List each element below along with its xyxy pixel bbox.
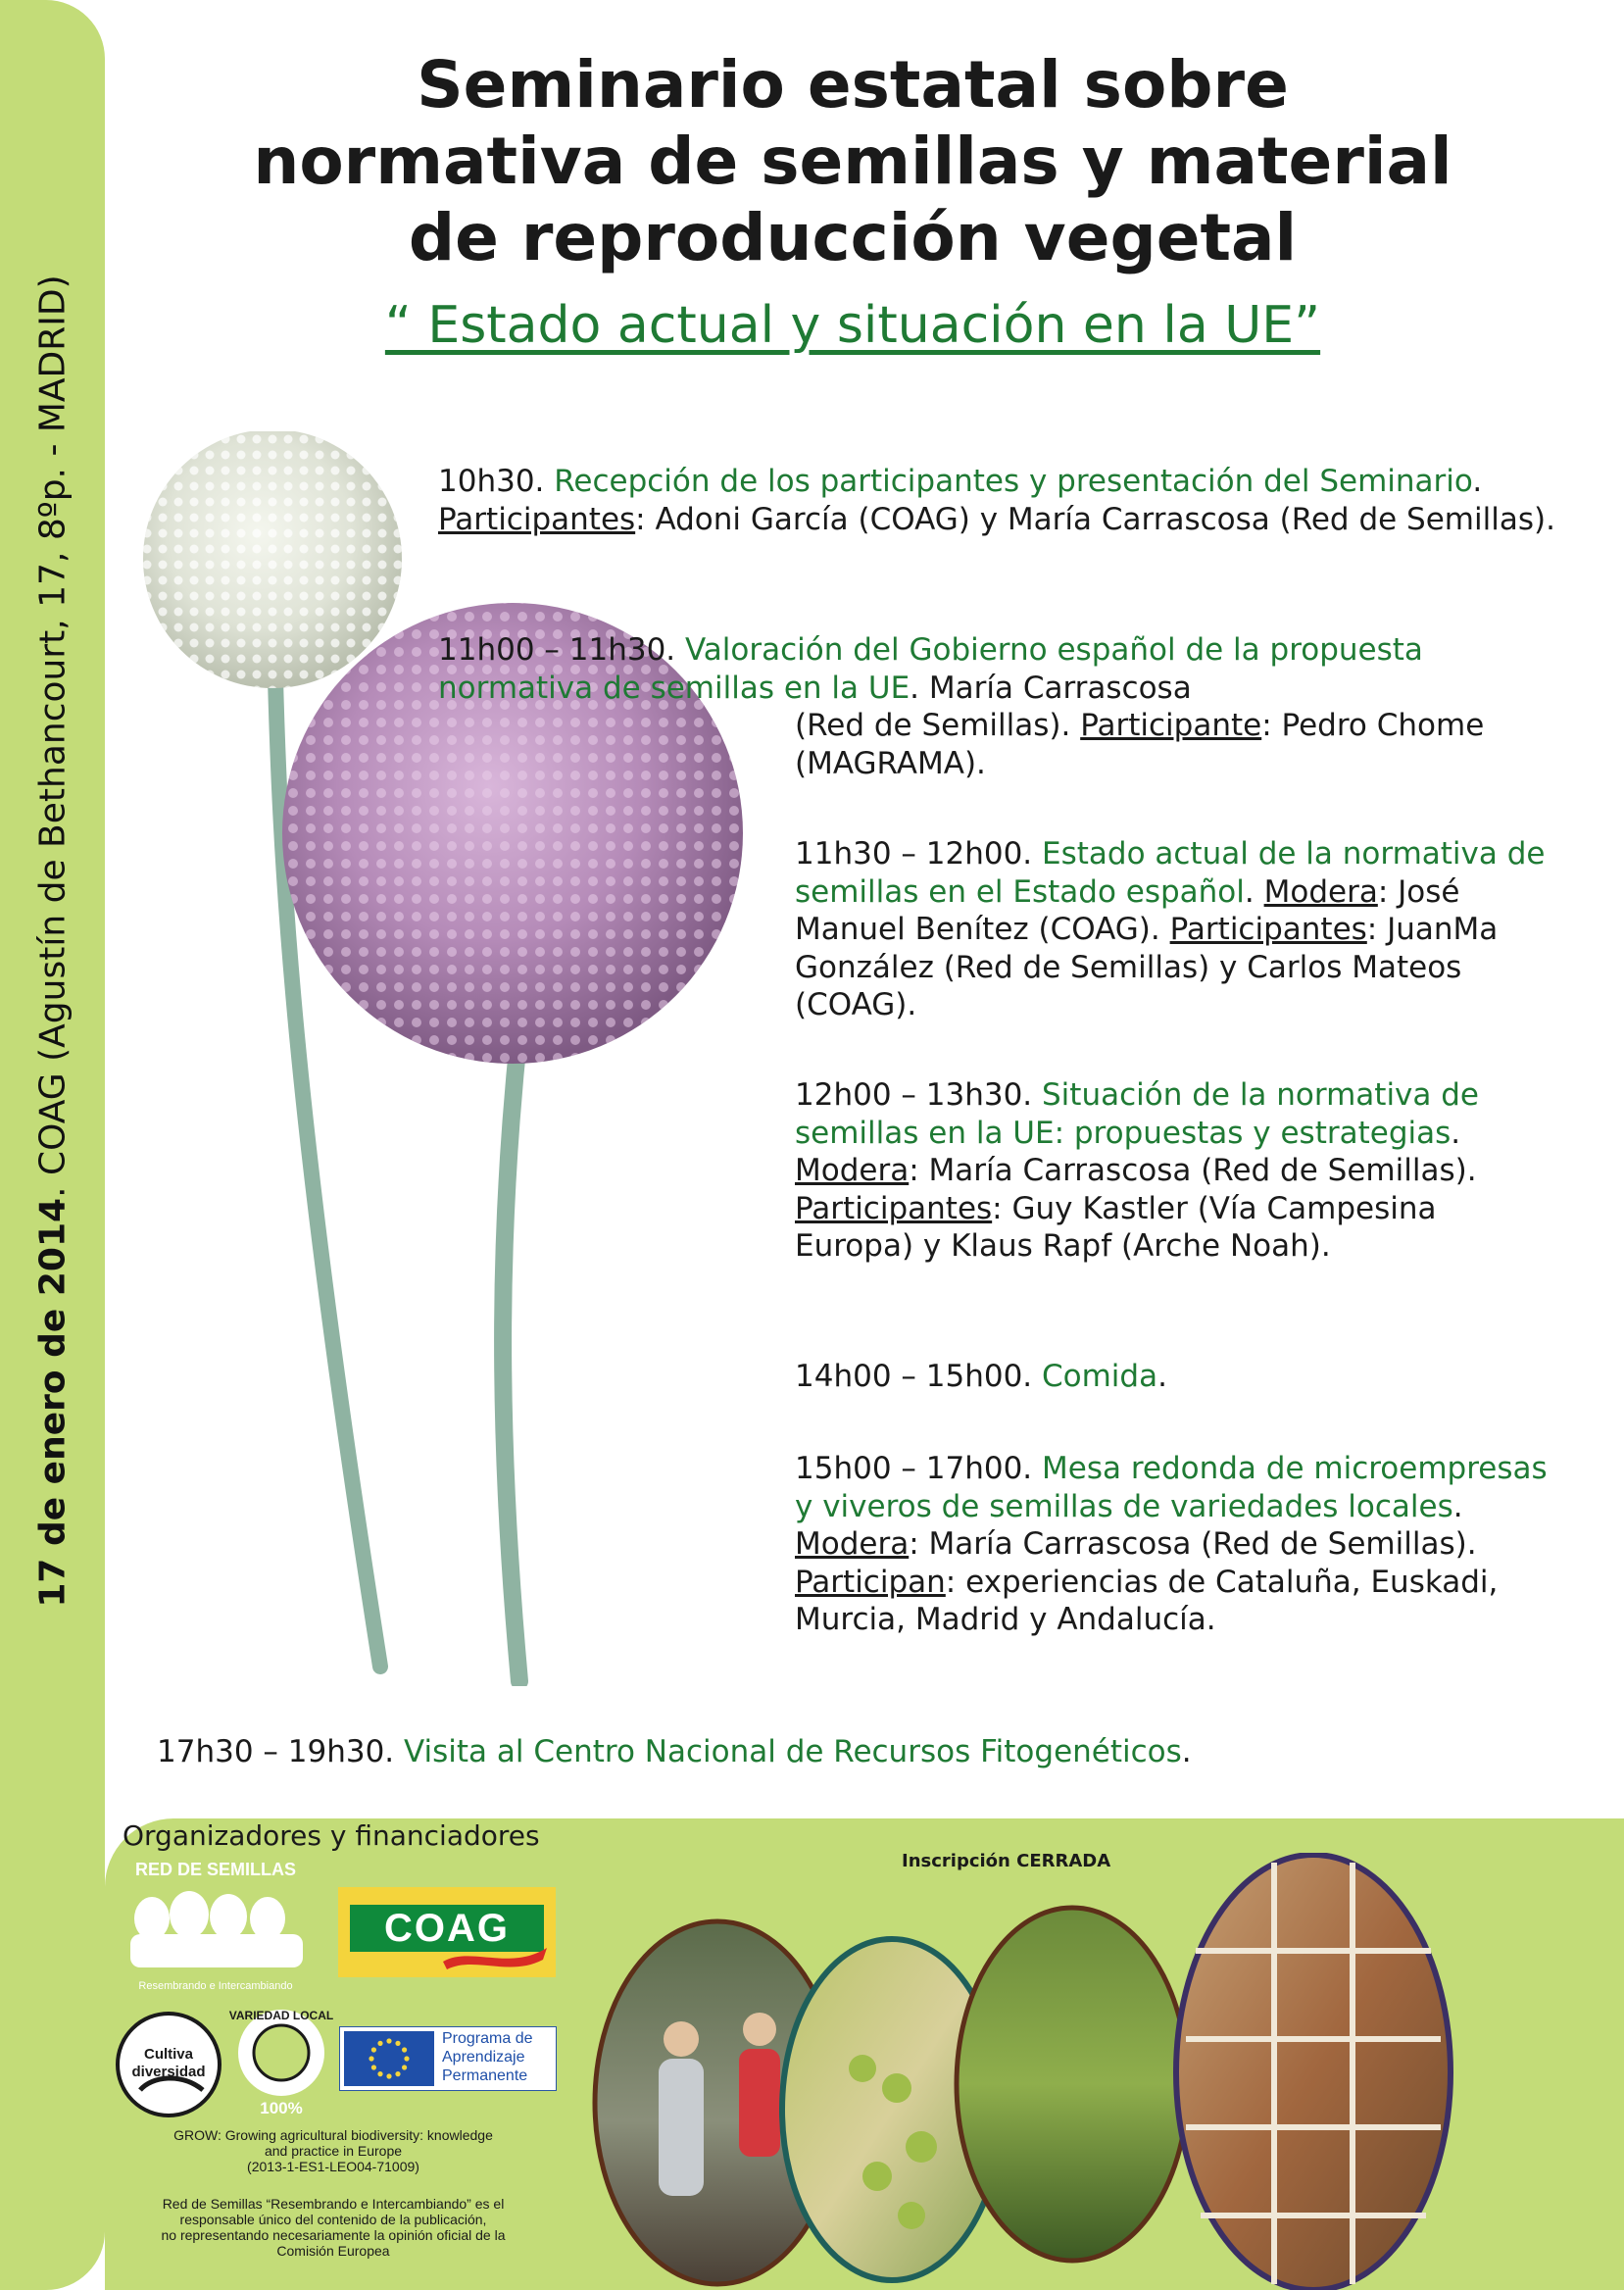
side-event-info: [33, 274, 74, 1607]
slot-sep: .: [1452, 1488, 1463, 1524]
slot-role-2: Participantes: [1169, 912, 1367, 947]
slot-detail: : María Carrascosa (Red de Semillas).: [909, 1526, 1477, 1562]
program-slot-6: [795, 1450, 1559, 1639]
slot-time: 11h00 – 11h30.: [438, 632, 685, 668]
slot-detail-2: : experiencias de Cataluña, Euskadi, Murcia, Madrid y Andalucía.: [795, 1564, 1499, 1637]
slot-sep: .: [1472, 464, 1483, 499]
slot-sep: .: [1244, 873, 1264, 910]
coag-logo: [338, 1887, 556, 1977]
grow-line-2: and practice in Europe: [264, 2143, 403, 2159]
coag-name: COAG: [350, 1905, 544, 1952]
title-line-3: de reproducción vegetal: [408, 200, 1298, 275]
slot-end: .: [1181, 1734, 1192, 1769]
organizers-heading: Organizadores y financiadores: [123, 1819, 540, 1852]
coag-swash-mark: [441, 1942, 549, 1971]
title-line-1: Seminario estatal sobre: [417, 47, 1289, 123]
slot-title: Situación de la normativa de semillas en la UE: propuestas y estrategias: [795, 1077, 1480, 1151]
slot-role: Modera: [1263, 873, 1378, 910]
subtitle-text: “ Estado actual y situación en la UE”: [384, 296, 1321, 355]
slot-detail: : José Manuel Benítez (COAG).: [795, 873, 1460, 947]
disclaimer-line-3: no representando necesariamente la opinión oficial de la: [161, 2227, 506, 2243]
slot-role: Participante: [1080, 708, 1262, 743]
variedad-local-percent: 100%: [260, 2099, 303, 2117]
slot-sep: .: [1451, 1115, 1461, 1151]
slot-role-2: Participan: [795, 1564, 946, 1600]
red-de-semillas-tagline: Resembrando e Intercambiando: [138, 1980, 293, 1992]
disclaimer-text: [113, 2196, 554, 2259]
slot-time: 17h30 – 19h30.: [157, 1734, 404, 1769]
cultiva-line-1: Cultiva: [143, 2046, 194, 2063]
program-slot-2: [438, 631, 1555, 782]
slot-detail-2: (Red de Semillas).: [795, 708, 1081, 743]
programa-text: [442, 2029, 552, 2085]
disclaimer-line-2: responsable único del contenido de la publicación,: [179, 2212, 487, 2227]
slot-role: Participantes: [438, 501, 636, 537]
programa-line-1: Programa de: [442, 2030, 533, 2047]
programa-aprendizaje-logo: [339, 2026, 557, 2091]
slot-role: Modera: [795, 1526, 910, 1562]
slot-time: 14h00 – 15h00.: [795, 1359, 1042, 1394]
grow-project-text: [118, 2127, 549, 2174]
slot-end: .: [1157, 1359, 1167, 1394]
disclaimer-line-4: Comisión Europea: [276, 2243, 390, 2259]
slot-title: Valoración del Gobierno español de la propuesta normativa de semillas en la UE: [438, 632, 1423, 706]
event-date: 17 de enero de 2014: [32, 1197, 74, 1608]
event-location: . COAG (Agustín de Bethancourt, 17, 8ºp. - MADRID): [32, 274, 74, 1198]
slot-detail: . María Carrascosa: [910, 670, 1192, 706]
slot-detail-2: : JuanMa González (Red de Semillas) y Carlos Mateos (COAG).: [795, 912, 1499, 1022]
variedad-local-label: VARIEDAD LOCAL: [228, 2009, 334, 2022]
disclaimer-line-1: Red de Semillas “Resembrando e Intercambiando” es el: [162, 2196, 505, 2212]
cultiva-diversidad-logo: [113, 2008, 225, 2125]
slot-indent: [438, 707, 1555, 782]
allium-flowers-illustration: [108, 431, 813, 1686]
program-slot-3: [795, 835, 1559, 1024]
slot-title: Mesa redonda de microempresas y viveros de semillas de variedades locales: [795, 1451, 1548, 1524]
slot-title: Recepción de los participantes y presentación del Seminario: [554, 464, 1473, 499]
page-subtitle: [157, 296, 1549, 355]
program-slot-5: [795, 1358, 1559, 1396]
slot-title: Estado actual de la normativa de semillas en el Estado español: [795, 836, 1546, 910]
slot-time: 11h30 – 12h00.: [795, 836, 1042, 871]
cultiva-line-2: diversidad: [131, 2064, 206, 2080]
slot-time: 12h00 – 13h30.: [795, 1077, 1042, 1113]
grow-line-3: (2013-1-ES1-LEO04-71009): [247, 2159, 419, 2174]
slot-role: Modera: [795, 1153, 910, 1188]
slot-detail: : Adoni García (COAG) y María Carrascosa (Red de Semillas).: [635, 501, 1555, 537]
slot-role-2: Participantes: [795, 1190, 993, 1226]
red-de-semillas-name: RED DE SEMILLAS: [134, 1860, 297, 1879]
program-slot-4: [795, 1076, 1559, 1266]
photo-seed-boxes: [1176, 1855, 1451, 2290]
red-de-semillas-logo: [113, 1858, 319, 1997]
variedad-local-logo: [227, 2002, 335, 2124]
programa-line-3: Permanente: [442, 2067, 528, 2084]
slot-detail-3: : Pedro Chome (MAGRAMA).: [795, 708, 1485, 781]
slot-time: 10h30.: [438, 464, 555, 499]
slot-title: Visita al Centro Nacional de Recursos Fitogenéticos: [404, 1734, 1182, 1769]
slot-detail-2: : Guy Kastler (Vía Campesina Europa) y Klaus Rapf (Arche Noah).: [795, 1190, 1437, 1264]
purple-flower-stem: [503, 1029, 519, 1681]
title-line-2: normativa de semillas y material: [253, 124, 1452, 199]
photo-seedlings: [957, 1908, 1188, 2261]
program-slot-7: [157, 1733, 1588, 1771]
slot-time: 15h00 – 17h00.: [795, 1451, 1042, 1486]
slot-title: Comida: [1042, 1359, 1158, 1394]
program-slot-1: [438, 463, 1555, 538]
eu-flag-icon: [344, 2031, 434, 2086]
grow-line-1: GROW: Growing agricultural biodiversity: knowledge: [173, 2127, 493, 2143]
slot-detail: : María Carrascosa (Red de Semillas).: [909, 1153, 1477, 1188]
page-title: [157, 47, 1549, 276]
registration-status: Inscripción CERRADA: [902, 1851, 1111, 1871]
programa-line-2: Aprendizaje: [442, 2049, 525, 2066]
photo-collage: [588, 1853, 1624, 2290]
white-flower-head: [143, 431, 402, 688]
